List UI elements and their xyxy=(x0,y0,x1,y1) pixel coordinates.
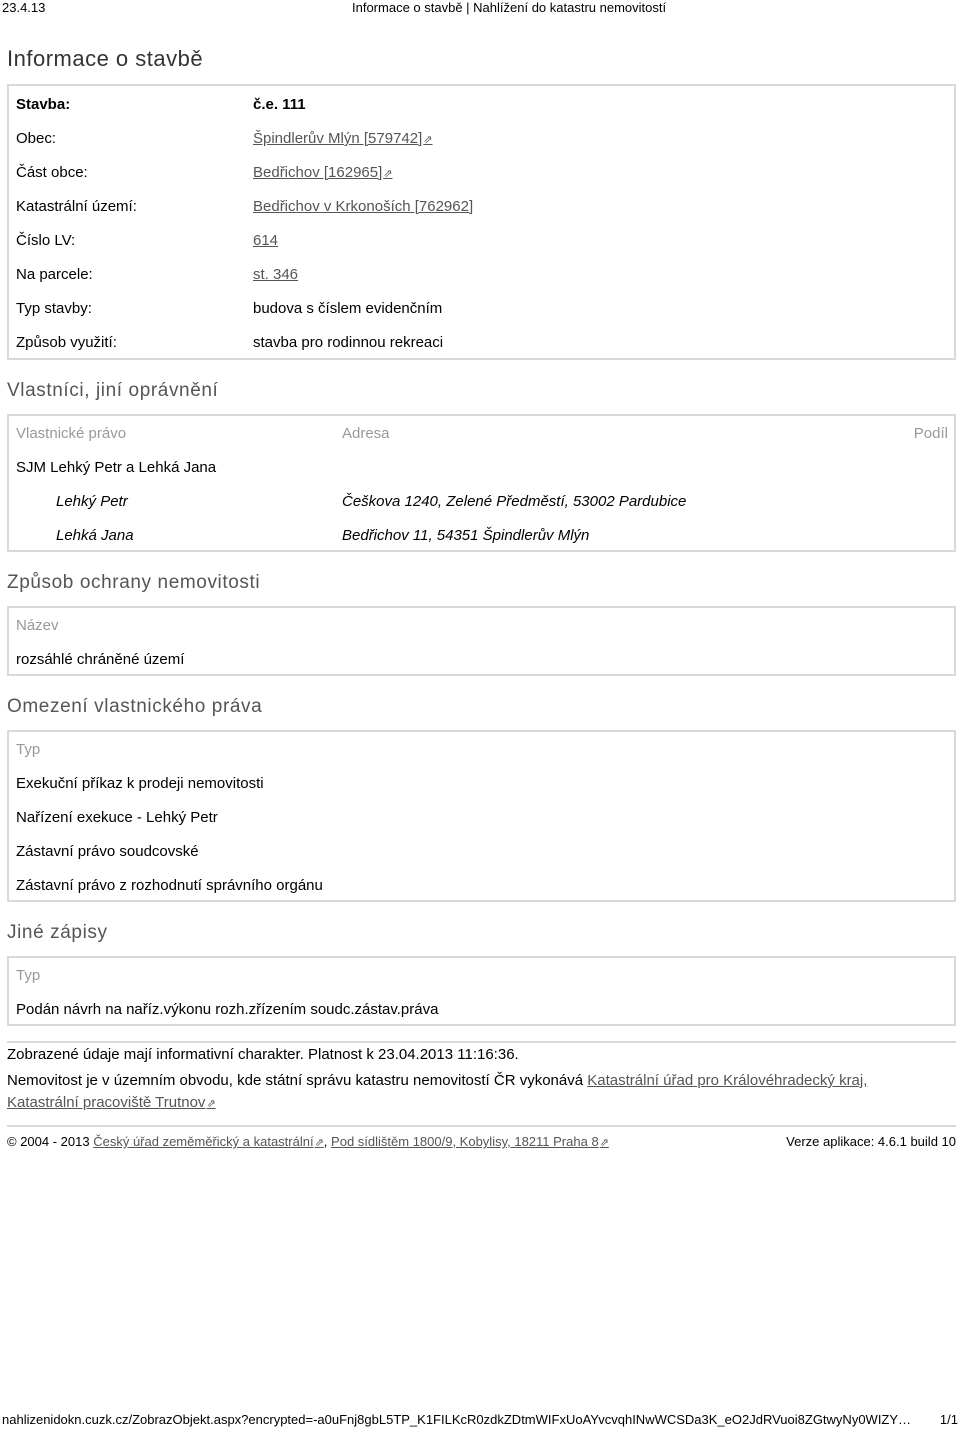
restriction-item: Zástavní právo soudcovské xyxy=(16,843,199,860)
cuzk-link-text: Český úřad zeměměřický a katastrální xyxy=(93,1134,314,1149)
owner-name: Lehká Jana xyxy=(56,527,134,544)
owners-table xyxy=(7,414,956,552)
row-stavba xyxy=(16,96,306,116)
other-table xyxy=(7,956,956,1026)
external-link-icon: ⇗ xyxy=(599,1137,609,1149)
ku-label: Katastrální území: xyxy=(16,198,137,215)
vyuziti-value: stavba pro rodinnou rekreaci xyxy=(253,334,444,351)
divider xyxy=(7,1125,956,1127)
owners-section-title: Vlastníci, jiní oprávnění xyxy=(7,380,219,401)
row-ku xyxy=(16,198,474,218)
cast-obce-link-text: Bedřichov [162965] xyxy=(253,164,383,181)
restrictions-header-type: Typ xyxy=(16,741,41,758)
cast-obce-link[interactable] xyxy=(253,164,392,181)
print-title: Informace o stavbě | Nahlížení do katastru nemovitostí xyxy=(352,0,667,15)
vyuziti-label: Způsob využití: xyxy=(16,334,117,351)
external-link-icon: ⇗ xyxy=(314,1137,324,1149)
office-notice xyxy=(7,1070,937,1115)
restriction-item: Zástavní právo z rozhodnutí správního orgánu xyxy=(16,877,323,894)
office-notice-text: Nemovitost je v územním obvodu, kde státní správu katastru nemovitostí ČR vykonává xyxy=(7,1072,588,1089)
external-link-icon: ⇗ xyxy=(206,1098,216,1110)
protection-item: rozsáhlé chráněné území xyxy=(16,651,185,668)
owners-group: SJM Lehký Petr a Lehká Jana xyxy=(16,459,217,476)
divider xyxy=(7,1041,956,1043)
row-parcela xyxy=(16,266,299,286)
parcela-label: Na parcele: xyxy=(16,266,93,283)
restriction-item: Nařízení exekuce - Lehký Petr xyxy=(16,809,218,826)
protection-section-title: Způsob ochrany nemovitosti xyxy=(7,572,261,593)
ku-link[interactable]: Bedřichov v Krkonoších [762962] xyxy=(253,198,474,215)
row-lv xyxy=(16,232,279,252)
restrictions-table xyxy=(7,730,956,902)
address-link-text: Pod sídlištěm 1800/9, Kobylisy, 18211 Praha 8 xyxy=(331,1134,599,1149)
other-header-type: Typ xyxy=(16,967,41,984)
restrictions-section-title: Omezení vlastnického práva xyxy=(7,696,263,717)
print-url: nahlizenidokn.cuzk.cz/ZobrazObjekt.aspx?encrypted=-a0uFnj8gbL5TP_K1FILKcR0zdkZDtmWIFxUoAYvcvqhINwWCSDa3K_eO2JdRVuoi8ZGtwyNy0WIZY… xyxy=(2,1412,912,1427)
cast-obce-label: Část obce: xyxy=(16,164,88,181)
row-cast-obce xyxy=(16,164,393,184)
building-info-box xyxy=(7,84,956,360)
print-header xyxy=(0,0,960,16)
stavba-value: č.e. 111 xyxy=(253,96,306,113)
row-typ xyxy=(16,300,443,320)
owners-header-right: Vlastnické právo xyxy=(16,425,127,442)
external-link-icon: ⇗ xyxy=(423,134,433,146)
owner-name: Lehký Petr xyxy=(56,493,128,510)
cuzk-link[interactable] xyxy=(93,1134,324,1149)
owners-header-share: Podíl xyxy=(913,425,948,442)
protection-table xyxy=(7,606,956,676)
address-link[interactable] xyxy=(331,1134,609,1149)
validity-notice: Zobrazené údaje mají informativní charakter. Platnost k 23.04.2013 11:16:36. xyxy=(7,1046,519,1063)
parcela-link[interactable]: st. 346 xyxy=(253,266,299,283)
other-item: Podán návrh na naříz.výkonu rozh.zřízením soudc.zástav.práva xyxy=(16,1001,439,1018)
row-obec xyxy=(16,130,433,150)
obec-label: Obec: xyxy=(16,130,57,147)
office-link[interactable]: Katastrální úřad pro Královéhradecký kraj, xyxy=(587,1072,868,1089)
obec-link[interactable] xyxy=(253,130,433,147)
typ-value: budova s číslem evidenčním xyxy=(253,300,443,317)
footer xyxy=(7,1134,956,1149)
page-title: Informace o stavbě xyxy=(7,46,204,71)
typ-label: Typ stavby: xyxy=(16,300,92,317)
restriction-item: Exekuční příkaz k prodeji nemovitosti xyxy=(16,775,264,792)
obec-link-text: Špindlerův Mlýn [579742] xyxy=(253,130,423,147)
owner-address: Bedřichov 11, 54351 Špindlerův Mlýn xyxy=(342,527,590,544)
lv-label: Číslo LV: xyxy=(16,232,76,249)
lv-link[interactable]: 614 xyxy=(253,232,279,249)
other-section-title: Jiné zápisy xyxy=(7,922,108,943)
footer-separator: , xyxy=(323,1134,328,1149)
owners-header-address: Adresa xyxy=(342,425,390,442)
protection-header-name: Název xyxy=(16,617,59,634)
owner-address: Češkova 1240, Zelené Předměstí, 53002 Pardubice xyxy=(342,493,687,510)
print-footer xyxy=(2,1412,958,1427)
office-workplace-link-text: Katastrální pracoviště Trutnov xyxy=(7,1094,206,1111)
stavba-label: Stavba: xyxy=(16,96,71,113)
app-version: Verze aplikace: 4.6.1 build 10 xyxy=(786,1134,956,1149)
page-number: 1/1 xyxy=(939,1412,958,1427)
external-link-icon: ⇗ xyxy=(383,168,393,180)
print-date: 23.4.13 xyxy=(2,0,46,15)
row-vyuziti xyxy=(16,334,444,354)
copyright: © 2004 - 2013 xyxy=(7,1134,90,1149)
office-workplace-link[interactable] xyxy=(7,1094,216,1111)
